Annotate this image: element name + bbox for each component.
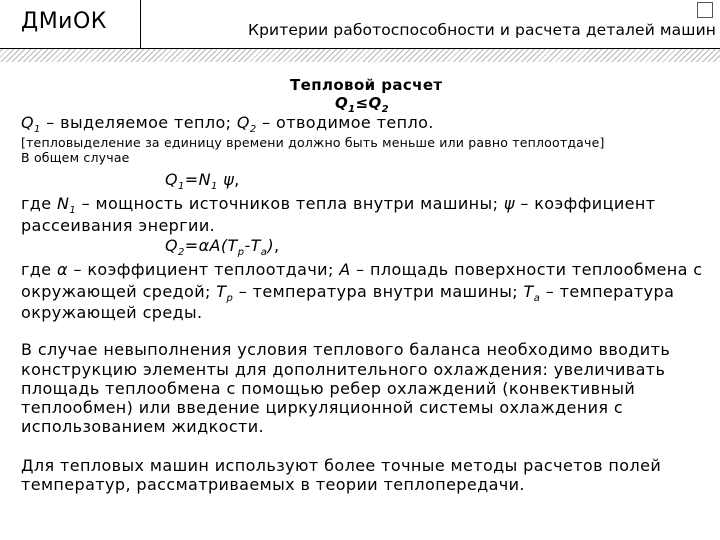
formula-q2: $Q_2=\alpha A(T_р-T_а)$,: [165, 236, 280, 259]
paragraph-line: теплообмен) или введение циркуляционной системы охлаждения с: [21, 398, 624, 417]
explanation-line: окружающей средой; $T_р$ – температура внутри машины; $T_а$ – температура: [21, 282, 675, 305]
paragraph-line: температур, рассматриваемых в теории теплопередачи.: [21, 475, 525, 494]
explanation-line: где α – коэффициент теплоотдачи; A – площадь поверхности теплообмена с: [21, 260, 703, 279]
paragraph-line: В случае невыполнения условия теплового баланса необходимо вводить: [21, 340, 671, 359]
header-divider: [140, 0, 141, 48]
slide-subject: Критерии работоспособности и расчета деталей машин: [248, 21, 716, 39]
explanation-line: окружающей среды.: [21, 303, 203, 322]
hatched-band: [0, 48, 720, 62]
section-title: Тепловой расчет: [290, 76, 443, 94]
course-abbreviation: ДМиОК: [21, 9, 107, 34]
definition-line: $Q_1$ – выделяемое тепло; $Q_2$ – отводимое тепло.: [21, 113, 434, 136]
note-line: [тепловыделение за единицу времени должно быть меньше или равно теплоотдаче]: [21, 135, 605, 150]
paragraph-line: площадь теплообмена с помощью ребер охлаждений (конвективный: [21, 379, 636, 398]
paragraph-line: конструкцию элементы для дополнительного охлаждения: увеличивать: [21, 360, 666, 379]
general-case-label: В общем случае: [21, 150, 130, 165]
formula-q1: $Q_1=N_1$ ψ,: [165, 170, 240, 193]
paragraph-line: Для тепловых машин используют более точные методы расчетов полей: [21, 456, 662, 475]
paragraph-line: использованием жидкости.: [21, 417, 265, 436]
explanation-line: где $N_1$ – мощность источников тепла внутри машины; ψ – коэффициент: [21, 194, 656, 217]
corner-square: [697, 2, 713, 18]
balance-condition: $Q_1\le Q_2$: [335, 94, 389, 115]
explanation-line: рассеивания энергии.: [21, 216, 216, 235]
